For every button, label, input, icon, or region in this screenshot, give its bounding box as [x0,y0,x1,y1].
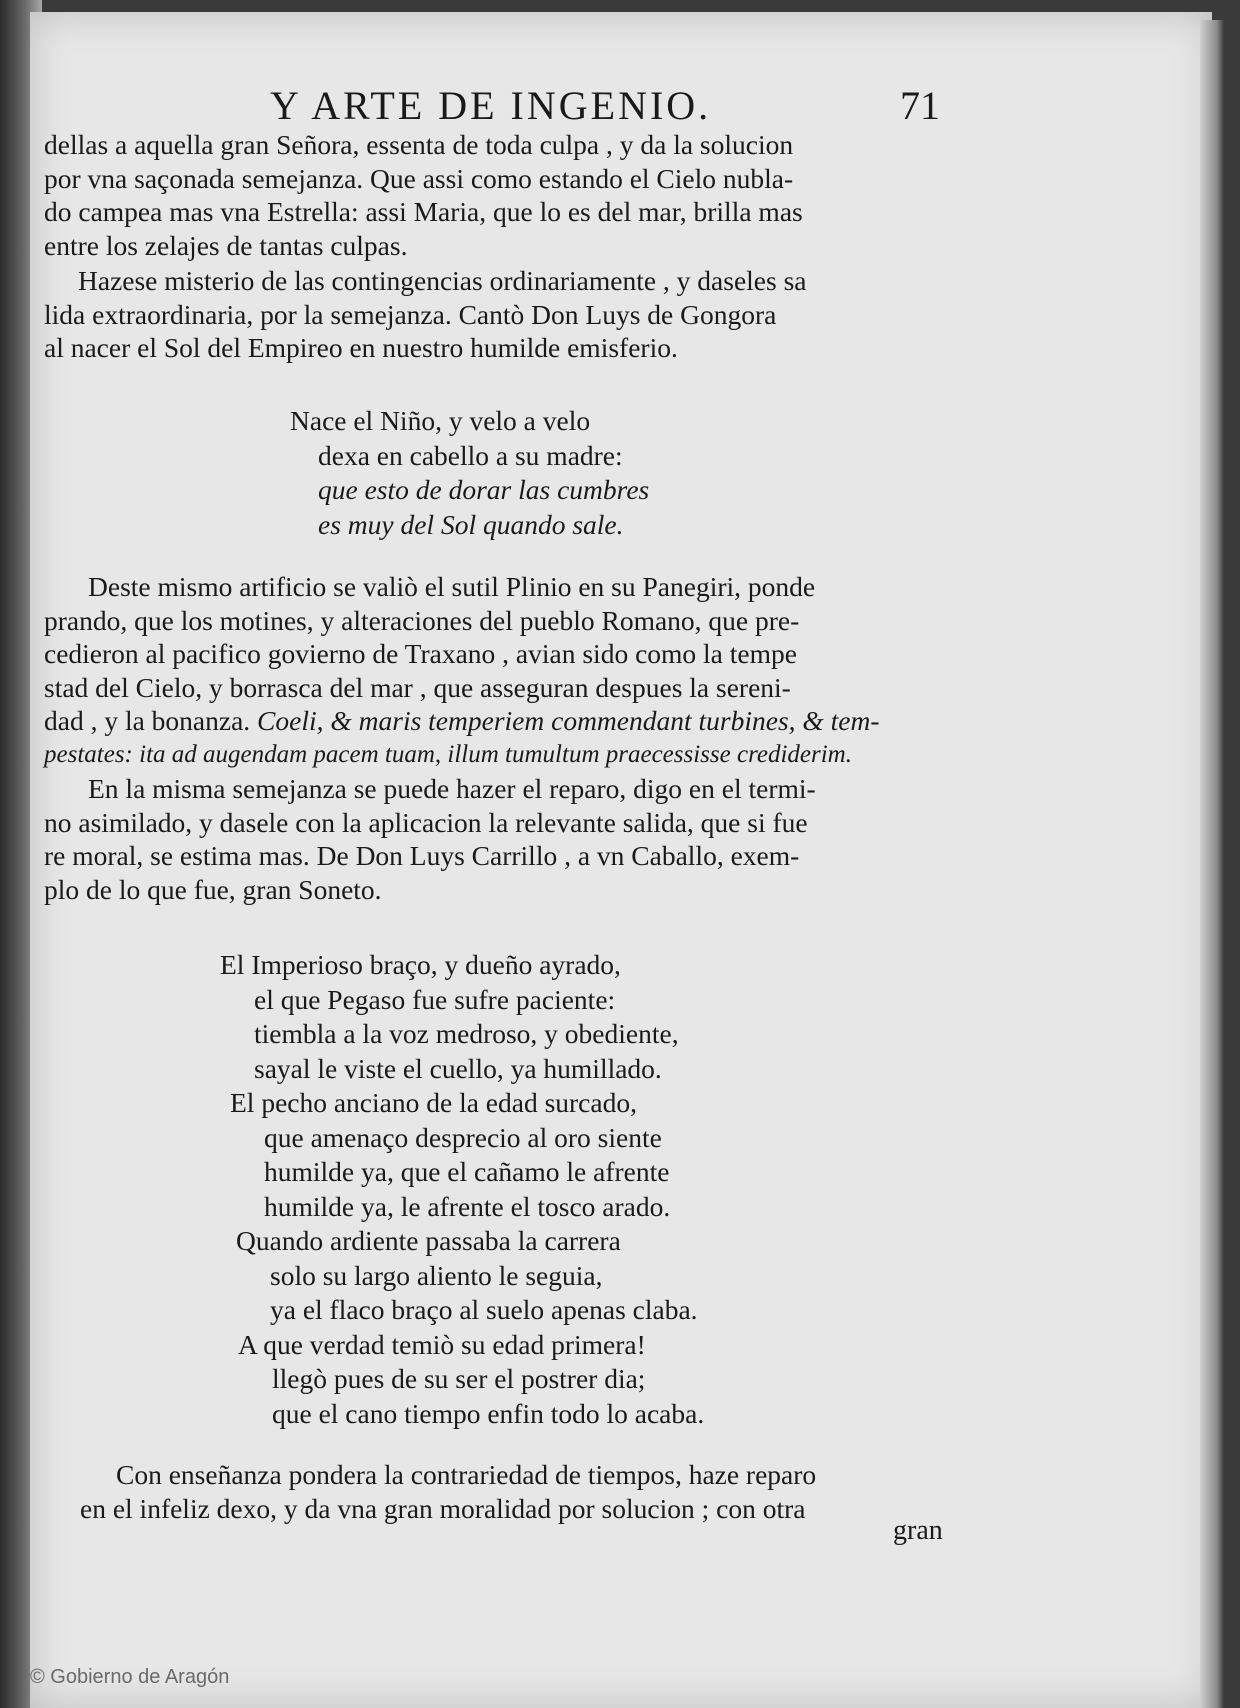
text-line: lida extraordinaria, por la semejanza. Cantò Don Luys de Gongora [44,298,777,330]
text-line: Deste mismo artificio se valiò el sutil Plinio en su Panegiri, ponde [88,571,816,602]
text-line: stad del Cielo, y borrasca del mar , que asseguran despues la sereni- [44,671,791,703]
text-line: Con enseñanza pondera la contrariedad de tiempos, haze reparo [116,1459,817,1490]
verse-line: que amenaço desprecio al oro siente [264,1121,662,1153]
text-line: do campea mas vna Estrella: assi Maria, que lo es del mar, brilla mas [44,196,803,227]
paragraph-3 [44,570,880,771]
text-line: En la misma semejanza se puede hazer el reparo, digo en el termi- [88,773,816,804]
verse-line: A que verdad temiò su edad primera! [238,1328,646,1360]
verse-line: sayal le viste el cuello, ya humillado. [254,1052,662,1084]
text-line: entre los zelajes de tantas culpas. [44,229,408,261]
catchword: gran [893,1515,943,1546]
text-line: por vna saçonada semejanza. Que assi como estando el Cielo nubla- [44,162,794,194]
page-header [30,82,1212,132]
text-line: al nacer el Sol del Empireo en nuestro humilde emisferio. [44,332,678,363]
text-line: en el infeliz dexo, y da vna gran moralidad por solucion ; con otra [80,1492,806,1524]
text-line: Hazese misterio de las contingencias ordinariamente , y daseles sa [78,265,807,296]
running-title: Y ARTE DE INGENIO. [270,83,712,128]
verse-line: El pecho anciano de la edad surcado, [230,1087,637,1118]
verse-line: Nace el Niño, y velo a velo [290,405,591,436]
verse-line: llegò pues de su ser el postrer dia; [272,1363,646,1394]
verse-line: solo su largo aliento le seguia, [270,1259,603,1291]
verse-line: dexa en cabello a su madre: [318,439,623,471]
text-line: dellas a aquella gran Señora, essenta de toda culpa , y da la solucion [44,129,794,160]
text-line: prando, que los motines, y alteraciones del pueblo Romano, que pre- [44,604,800,636]
paragraph-1 [44,128,803,262]
page-edge-shadow [1200,20,1224,1708]
paragraph-2 [44,264,806,365]
verse-quatrain [290,404,649,542]
verse-line: que esto de dorar las cumbres [318,474,650,505]
verse-line: tiembla a la voz medroso, y obediente, [254,1018,679,1049]
latin-quote: pestates: ita ad augendam pacem tuam, illum tumultum praecessisse crediderim. [44,740,852,768]
copyright-watermark: © Gobierno de Aragón [30,1666,230,1688]
paragraph-4 [44,772,816,906]
text-line: re moral, se estima mas. De Don Luys Carrillo , a vn Caballo, exem- [44,840,800,871]
paragraph-5 [80,1458,816,1525]
text-run: dad , y la bonanza. [44,705,251,736]
verse-line: que el cano tiempo enfin todo lo acaba. [272,1397,705,1429]
verse-line: el que Pegaso fue sufre paciente: [254,983,616,1015]
verse-line: El Imperioso braço, y dueño ayrado, [220,949,621,980]
text-line [44,704,880,738]
verse-line: humilde ya, que el cañamo le afrente [264,1156,670,1187]
verse-line: es muy del Sol quando sale. [318,508,624,540]
verse-line: humilde ya, le afrente el tosco arado. [264,1190,671,1222]
text-line: cedieron al pacifico govierno de Traxano , avian sido como la tempe [44,638,797,669]
page-number: 71 [900,83,940,128]
text-line: plo de lo que fue, gran Soneto. [44,873,382,905]
text-line: no asimilado, y dasele con la aplicacion la relevante salida, que si fue [44,806,808,838]
latin-quote: Coeli, & maris temperiem commendant turbines, & tem- [257,705,880,736]
verse-line: ya el flaco braço al suelo apenas claba. [270,1294,698,1325]
verse-line: Quando ardiente passaba la carrera [236,1225,621,1256]
sonnet [220,948,704,1431]
